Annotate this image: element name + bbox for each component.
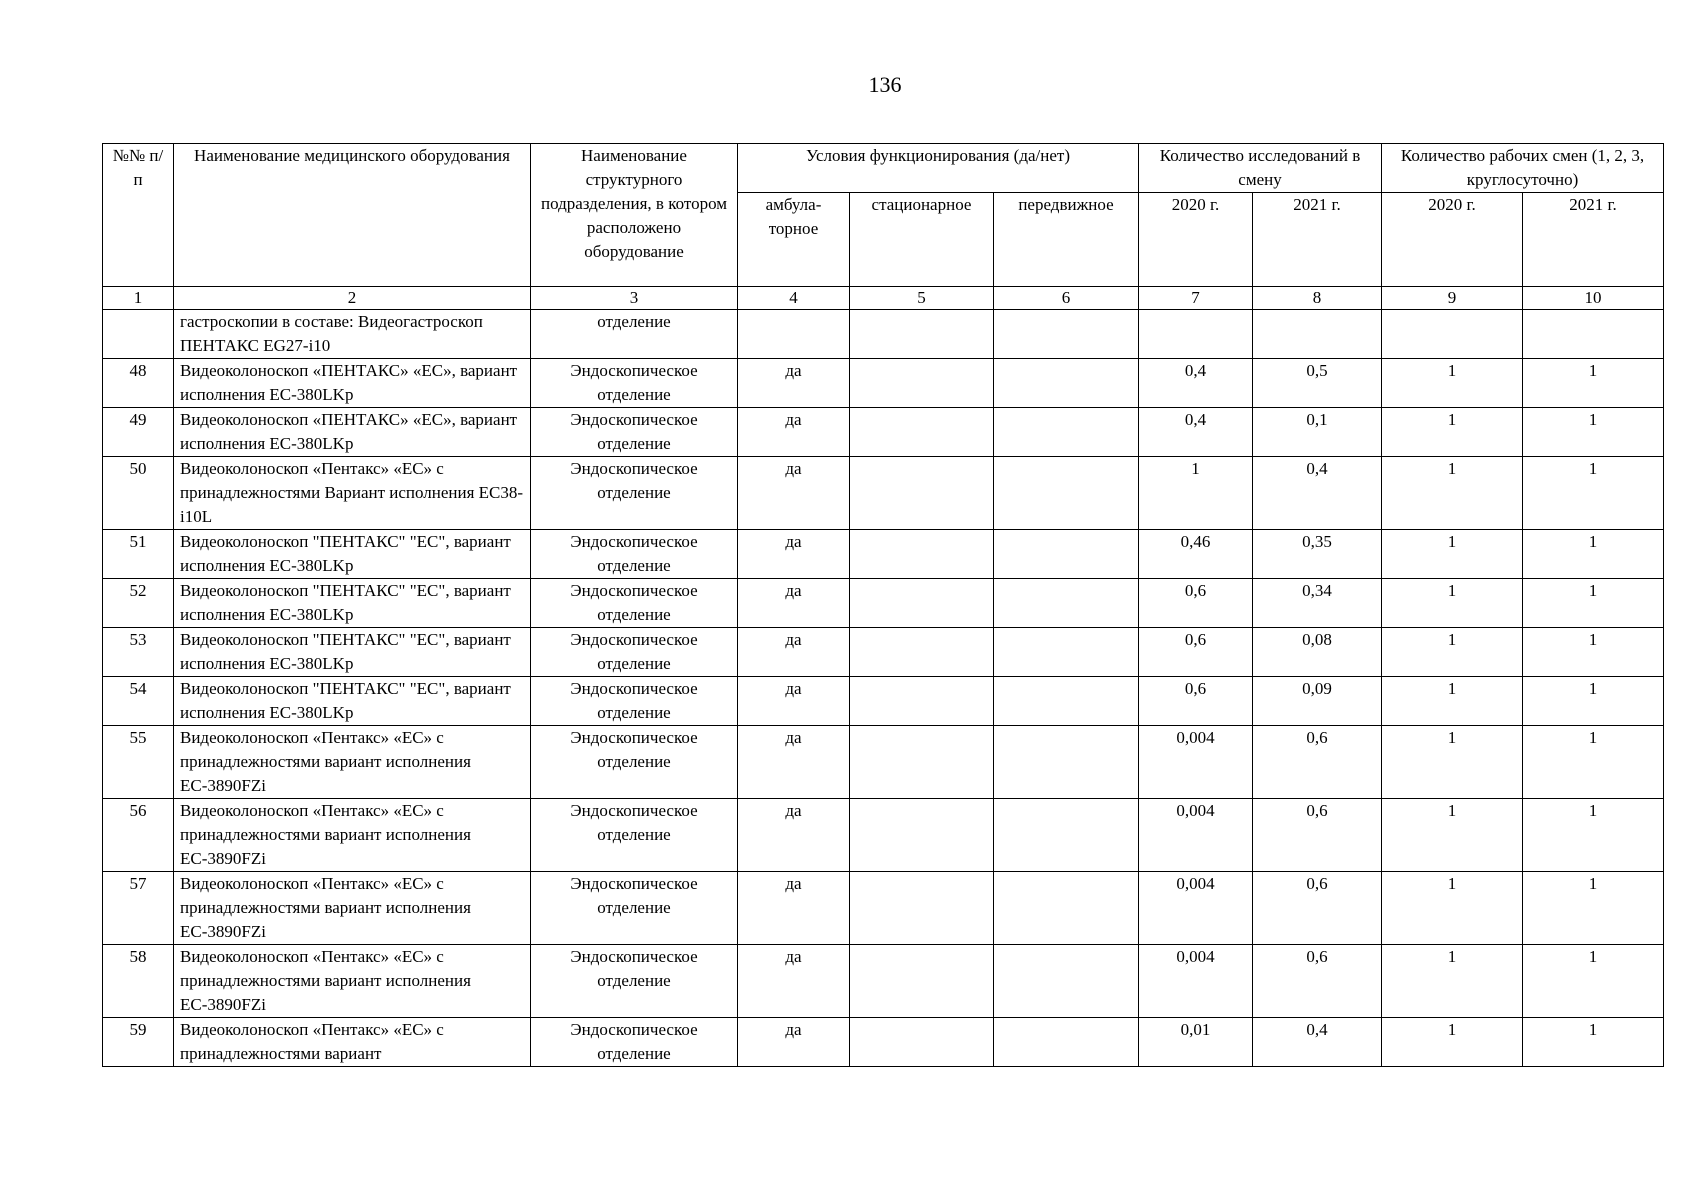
row-number: 59 — [103, 1018, 174, 1067]
studies-2021-cell: 0,5 — [1253, 359, 1382, 408]
department: Эндоскопическое отделение — [531, 628, 738, 677]
table-row — [103, 677, 1664, 726]
equipment-name: Видеоколоноскоп «Пентакс» «ЕС» с принадлежностями вариант исполнения ЕС-3890FZi — [174, 799, 531, 872]
shifts-2020-cell: 1 — [1382, 872, 1523, 945]
studies-2020-cell: 0,46 — [1139, 530, 1253, 579]
shifts-2020-cell: 1 — [1382, 359, 1523, 408]
shifts-2021-cell: 1 — [1523, 726, 1664, 799]
studies-2021-cell: 0,09 — [1253, 677, 1382, 726]
row-number: 55 — [103, 726, 174, 799]
shifts-2020-cell: 1 — [1382, 530, 1523, 579]
shifts-2021-cell: 1 — [1523, 1018, 1664, 1067]
column-index: 4 — [738, 287, 850, 310]
equipment-name: Видеоколоноскоп «Пентакс» «ЕС» с принадлежностями Вариант исполнения ЕС38-i10L — [174, 457, 531, 530]
column-index: 6 — [994, 287, 1139, 310]
header-num: №№ п/п — [103, 144, 174, 287]
table-row — [103, 945, 1664, 1018]
ambulatory-cell: да — [738, 359, 850, 408]
shifts-2021-cell: 1 — [1523, 579, 1664, 628]
column-index: 9 — [1382, 287, 1523, 310]
studies-2021-cell: 0,6 — [1253, 872, 1382, 945]
mobile-cell — [994, 872, 1139, 945]
stationary-cell — [850, 628, 994, 677]
shifts-2020-cell: 1 — [1382, 726, 1523, 799]
studies-2021-cell: 0,6 — [1253, 945, 1382, 1018]
ambulatory-cell: да — [738, 872, 850, 945]
ambulatory-cell: да — [738, 408, 850, 457]
row-number: 58 — [103, 945, 174, 1018]
studies-2020-cell: 0,6 — [1139, 677, 1253, 726]
shifts-2021-cell: 1 — [1523, 408, 1664, 457]
department: отделение — [531, 310, 738, 359]
row-number: 52 — [103, 579, 174, 628]
stationary-cell — [850, 945, 994, 1018]
header-ambulatory: амбула-торное — [738, 193, 850, 287]
shifts-2021-cell — [1523, 310, 1664, 359]
header-studies-2021: 2021 г. — [1253, 193, 1382, 287]
table-row — [103, 457, 1664, 530]
column-index: 8 — [1253, 287, 1382, 310]
header-shifts-2021: 2021 г. — [1523, 193, 1664, 287]
stationary-cell — [850, 457, 994, 530]
shifts-2020-cell: 1 — [1382, 408, 1523, 457]
department: Эндоскопическое отделение — [531, 945, 738, 1018]
department: Эндоскопическое отделение — [531, 530, 738, 579]
stationary-cell — [850, 872, 994, 945]
studies-2020-cell: 0,004 — [1139, 872, 1253, 945]
stationary-cell — [850, 579, 994, 628]
table-row — [103, 872, 1664, 945]
equipment-name: гастроскопии в составе: Видеогастроскоп ПЕНТАКС EG27-i10 — [174, 310, 531, 359]
mobile-cell — [994, 677, 1139, 726]
shifts-2021-cell: 1 — [1523, 457, 1664, 530]
row-number: 50 — [103, 457, 174, 530]
department: Эндоскопическое отделение — [531, 457, 738, 530]
studies-2020-cell: 0,4 — [1139, 359, 1253, 408]
row-number: 48 — [103, 359, 174, 408]
studies-2020-cell: 1 — [1139, 457, 1253, 530]
mobile-cell — [994, 628, 1139, 677]
equipment-name: Видеоколоноскоп "ПЕНТАКС" "ЕС", вариант исполнения ЕС-380LKp — [174, 530, 531, 579]
column-index-row — [103, 287, 1664, 310]
shifts-2021-cell: 1 — [1523, 530, 1664, 579]
stationary-cell — [850, 408, 994, 457]
header-stationary: стационарное — [850, 193, 994, 287]
stationary-cell — [850, 1018, 994, 1067]
table-row — [103, 799, 1664, 872]
row-number: 51 — [103, 530, 174, 579]
shifts-2020-cell: 1 — [1382, 457, 1523, 530]
equipment-name: Видеоколоноскоп «Пентакс» «ЕС» с принадлежностями вариант исполнения ЕС-3890FZi — [174, 726, 531, 799]
shifts-2021-cell: 1 — [1523, 677, 1664, 726]
row-number: 54 — [103, 677, 174, 726]
mobile-cell — [994, 310, 1139, 359]
table-row — [103, 726, 1664, 799]
studies-2020-cell: 0,004 — [1139, 799, 1253, 872]
studies-2020-cell — [1139, 310, 1253, 359]
department: Эндоскопическое отделение — [531, 726, 738, 799]
studies-2021-cell: 0,6 — [1253, 726, 1382, 799]
table-row — [103, 310, 1664, 359]
ambulatory-cell: да — [738, 579, 850, 628]
column-index: 2 — [174, 287, 531, 310]
header-studies-2020: 2020 г. — [1139, 193, 1253, 287]
stationary-cell — [850, 310, 994, 359]
table-row — [103, 628, 1664, 677]
equipment-name: Видеоколоноскоп «Пентакс» «ЕС» с принадлежностями вариант исполнения ЕС-3890FZi — [174, 872, 531, 945]
header-dept: Наименование структурного подразделения, в котором расположено оборудование — [531, 144, 738, 287]
department: Эндоскопическое отделение — [531, 1018, 738, 1067]
ambulatory-cell: да — [738, 726, 850, 799]
shifts-2021-cell: 1 — [1523, 628, 1664, 677]
studies-2021-cell: 0,1 — [1253, 408, 1382, 457]
department: Эндоскопическое отделение — [531, 677, 738, 726]
shifts-2020-cell: 1 — [1382, 945, 1523, 1018]
ambulatory-cell: да — [738, 457, 850, 530]
ambulatory-cell: да — [738, 530, 850, 579]
mobile-cell — [994, 457, 1139, 530]
stationary-cell — [850, 530, 994, 579]
ambulatory-cell: да — [738, 799, 850, 872]
equipment-name: Видеоколоноскоп «Пентакс» «ЕС» с принадлежностями вариант — [174, 1018, 531, 1067]
shifts-2020-cell: 1 — [1382, 579, 1523, 628]
shifts-2020-cell: 1 — [1382, 628, 1523, 677]
row-number: 53 — [103, 628, 174, 677]
column-index: 1 — [103, 287, 174, 310]
equipment-name: Видеоколоноскоп «ПЕНТАКС» «ЕС», вариант исполнения ЕС-380LKp — [174, 359, 531, 408]
equipment-name: Видеоколоноскоп "ПЕНТАКС" "ЕС", вариант исполнения ЕС-380LKp — [174, 677, 531, 726]
stationary-cell — [850, 359, 994, 408]
mobile-cell — [994, 799, 1139, 872]
department: Эндоскопическое отделение — [531, 408, 738, 457]
ambulatory-cell: да — [738, 945, 850, 1018]
mobile-cell — [994, 726, 1139, 799]
ambulatory-cell: да — [738, 677, 850, 726]
stationary-cell — [850, 799, 994, 872]
ambulatory-cell — [738, 310, 850, 359]
equipment-name: Видеоколоноскоп «Пентакс» «ЕС» с принадлежностями вариант исполнения ЕС-3890FZi — [174, 945, 531, 1018]
header-shifts: Количество рабочих смен (1, 2, 3, круглосуточно) — [1382, 144, 1664, 193]
header-name: Наименование медицинского оборудования — [174, 144, 531, 287]
studies-2021-cell: 0,6 — [1253, 799, 1382, 872]
stationary-cell — [850, 677, 994, 726]
ambulatory-cell: да — [738, 1018, 850, 1067]
mobile-cell — [994, 530, 1139, 579]
shifts-2020-cell: 1 — [1382, 677, 1523, 726]
shifts-2021-cell: 1 — [1523, 872, 1664, 945]
page-number: 136 — [868, 72, 902, 97]
department: Эндоскопическое отделение — [531, 799, 738, 872]
shifts-2020-cell: 1 — [1382, 1018, 1523, 1067]
studies-2021-cell: 0,35 — [1253, 530, 1382, 579]
column-index: 10 — [1523, 287, 1664, 310]
studies-2021-cell: 0,4 — [1253, 1018, 1382, 1067]
department: Эндоскопическое отделение — [531, 872, 738, 945]
header-row-1 — [103, 144, 1664, 193]
column-index: 5 — [850, 287, 994, 310]
table-row — [103, 359, 1664, 408]
table-row — [103, 408, 1664, 457]
mobile-cell — [994, 945, 1139, 1018]
studies-2021-cell: 0,08 — [1253, 628, 1382, 677]
department: Эндоскопическое отделение — [531, 359, 738, 408]
studies-2020-cell: 0,6 — [1139, 579, 1253, 628]
row-number: 57 — [103, 872, 174, 945]
studies-2020-cell: 0,4 — [1139, 408, 1253, 457]
mobile-cell — [994, 359, 1139, 408]
equipment-name: Видеоколоноскоп «ПЕНТАКС» «ЕС», вариант исполнения ЕС-380LKp — [174, 408, 531, 457]
studies-2021-cell: 0,34 — [1253, 579, 1382, 628]
column-index: 3 — [531, 287, 738, 310]
header-mobile: передвижное — [994, 193, 1139, 287]
table-row — [103, 579, 1664, 628]
ambulatory-cell: да — [738, 628, 850, 677]
row-number: 56 — [103, 799, 174, 872]
studies-2020-cell: 0,6 — [1139, 628, 1253, 677]
studies-2020-cell: 0,01 — [1139, 1018, 1253, 1067]
equipment-name: Видеоколоноскоп "ПЕНТАКС" "ЕС", вариант исполнения ЕС-380LKp — [174, 628, 531, 677]
shifts-2020-cell — [1382, 310, 1523, 359]
studies-2021-cell: 0,4 — [1253, 457, 1382, 530]
table-row — [103, 1018, 1664, 1067]
equipment-name: Видеоколоноскоп "ПЕНТАКС" "ЕС", вариант исполнения ЕС-380LKp — [174, 579, 531, 628]
row-number — [103, 310, 174, 359]
table-row — [103, 530, 1664, 579]
column-index: 7 — [1139, 287, 1253, 310]
shifts-2021-cell: 1 — [1523, 799, 1664, 872]
department: Эндоскопическое отделение — [531, 579, 738, 628]
shifts-2021-cell: 1 — [1523, 945, 1664, 1018]
header-conditions: Условия функционирования (да/нет) — [738, 144, 1139, 193]
studies-2020-cell: 0,004 — [1139, 726, 1253, 799]
shifts-2020-cell: 1 — [1382, 799, 1523, 872]
header-studies: Количество исследований в смену — [1139, 144, 1382, 193]
mobile-cell — [994, 579, 1139, 628]
header-shifts-2020: 2020 г. — [1382, 193, 1523, 287]
studies-2020-cell: 0,004 — [1139, 945, 1253, 1018]
stationary-cell — [850, 726, 994, 799]
table-body — [103, 310, 1664, 1067]
mobile-cell — [994, 1018, 1139, 1067]
equipment-table — [102, 143, 1664, 1067]
shifts-2021-cell: 1 — [1523, 359, 1664, 408]
studies-2021-cell — [1253, 310, 1382, 359]
mobile-cell — [994, 408, 1139, 457]
row-number: 49 — [103, 408, 174, 457]
